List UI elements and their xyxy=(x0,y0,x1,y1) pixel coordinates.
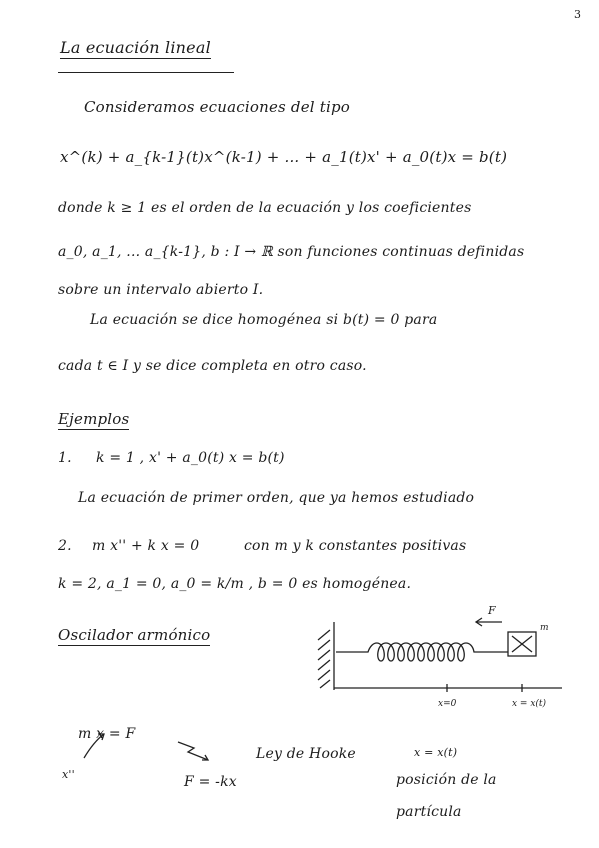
wall-hatch xyxy=(318,670,330,680)
examples-heading: Ejemplos xyxy=(58,410,130,428)
paragraph-line-3: sobre un intervalo abierto I. xyxy=(58,282,264,298)
example-2-equation: m x'' + k x = 0 xyxy=(92,538,200,554)
hooke-force: F = -kx xyxy=(184,774,237,790)
oscillator-heading: Oscilador armónico xyxy=(58,626,211,644)
main-equation: x^(k) + a_{k-1}(t)x^(k-1) + ... + a_1(t)x' + a_0(t)x = b(t) xyxy=(60,148,508,166)
example-2-params: k = 2, a_1 = 0, a_0 = k/m , b = 0 es homogénea. xyxy=(58,576,412,592)
page-number: 3 xyxy=(574,8,582,21)
example-1-equation: k = 1 , x' + a_0(t) x = b(t) xyxy=(96,450,285,466)
wall-hatch xyxy=(318,640,330,650)
hooke-law-label: Ley de Hooke xyxy=(256,746,356,762)
paragraph-line-1: donde k ≥ 1 es el orden de la ecuación y los coeficientes xyxy=(58,200,472,216)
paragraph-line-2: a_0, a_1, ... a_{k-1}, b : I → ℝ son funciones continuas definidas xyxy=(58,244,525,260)
position-label: x = x(t) xyxy=(512,699,547,709)
spring xyxy=(336,643,508,661)
hooke-arrow xyxy=(178,742,208,760)
wall-hatch xyxy=(318,630,330,640)
newton-law: m x = F xyxy=(78,726,136,742)
paragraph-line-4: La ecuación se dice homogénea si b(t) = 0 para xyxy=(90,312,438,328)
origin-label: x=0 xyxy=(438,699,457,709)
example-2-note: con m y k constantes positivas xyxy=(244,538,467,554)
page-title: La ecuación lineal xyxy=(60,38,211,57)
example-1-number: 1. xyxy=(58,450,72,466)
mass-label: m xyxy=(540,623,549,633)
example-2-number: 2. xyxy=(58,538,72,554)
example-1-note: La ecuación de primer orden, que ya hemos estudiado xyxy=(78,490,475,506)
wall-hatch xyxy=(318,650,330,660)
intro-text: Consideramos ecuaciones del tipo xyxy=(84,98,350,116)
paragraph-line-5: cada t ∈ I y se dice completa en otro caso. xyxy=(58,358,367,374)
wall-hatch xyxy=(320,680,330,688)
force-label: F xyxy=(488,604,496,617)
position-definition-2: posición de la xyxy=(396,772,497,788)
position-definition-3: partícula xyxy=(396,804,462,820)
position-definition-1: x = x(t) xyxy=(414,746,458,759)
second-derivative-label: x'' xyxy=(62,768,75,781)
wall-hatch xyxy=(318,660,330,670)
